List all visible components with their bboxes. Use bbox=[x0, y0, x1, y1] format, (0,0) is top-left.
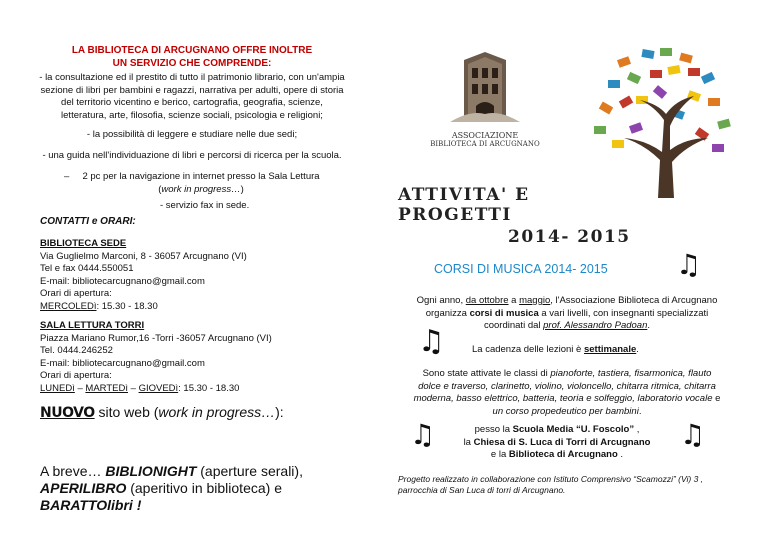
services-line: letteratura, arte, filosofia, scienze sociali, psicologia e religioni; bbox=[61, 109, 323, 121]
torri-hours: LUNEDì – MARTEDì – GIOVEDì: 15.30 - 18.30 bbox=[40, 382, 240, 394]
torri-day-3: GIOVEDì bbox=[138, 382, 179, 394]
logo-caption bbox=[430, 131, 540, 149]
book-tree-icon bbox=[584, 40, 744, 200]
locations-paragraph: pesso la Scuola Media “U. Foscolo” , la Chiesa di S. Luca di Torri di Arcugnano e la Biblioteca di Arcugnano . bbox=[463, 424, 651, 460]
torri-address: Piazza Mariano Rumor,16 -Torri -36057 Arcugnano (VI) bbox=[40, 332, 272, 344]
cadence-text: La cadenza delle lezioni è settimanale. bbox=[472, 344, 639, 355]
biblionight: BIBLIONIGHT bbox=[105, 463, 197, 479]
footer-line-2: parrocchia di San Luca di torri di Arcugnano. bbox=[398, 485, 566, 495]
title-line-1: ATTIVITA' E bbox=[398, 185, 530, 205]
torri-phone: Tel. 0444.246252 bbox=[40, 345, 113, 356]
sede-email: E-mail: bibliotecarcugnano@gmail.com bbox=[40, 275, 205, 287]
classes-paragraph: Sono state attivate le classi di pianoforte, tastiera, fisarmonica, flauto dolce e traverso, clarinetto, violino, violoncello, chitarra ritmica, chitarra moderna, basso elettrico, batteria, teoria e solfeggio, laboratorio vocale e un corso propedeutico per bambini. bbox=[413, 368, 721, 417]
torri-day-1: LUNEDì bbox=[40, 382, 75, 394]
music-note-icon: ♫ bbox=[680, 418, 706, 451]
nuovo-label: NUOVO bbox=[40, 405, 95, 421]
association-logo bbox=[430, 50, 540, 150]
website-wip: work in progress… bbox=[158, 404, 276, 420]
torri-day-2: MARTEDì bbox=[85, 382, 128, 394]
activities-title bbox=[398, 185, 530, 225]
torri-time: : 15.30 - 18.30 bbox=[178, 382, 240, 394]
sede-hours-label: Orari di apertura: bbox=[40, 288, 112, 299]
sede-time: : 15.30 - 18.30 bbox=[96, 300, 158, 312]
tower-icon bbox=[430, 50, 540, 124]
fax-text: - servizio fax in sede. bbox=[160, 200, 250, 211]
sede-title: BIBLIOTECA SEDE bbox=[40, 238, 127, 249]
pc-wip: work in progress… bbox=[161, 183, 241, 195]
sede-day: MERCOLEDì bbox=[40, 300, 97, 312]
music-note-icon: ♫ bbox=[418, 324, 445, 359]
coming-soon: A breve… BIBLIONIGHT (aperture serali), APERILIBRO (aperitivo in biblioteca) e BARATTOlibri ! bbox=[40, 463, 303, 513]
pc-text: 2 pc per la navigazione in internet presso la Sala Lettura (work in progress…) bbox=[76, 171, 326, 196]
services-paragraph bbox=[20, 72, 364, 122]
torri-hours-label: Orari di apertura: bbox=[40, 370, 112, 381]
sede-address: Via Guglielmo Marconi, 8 - 36057 Arcugnano (VI) bbox=[40, 250, 247, 262]
heading-line-2: UN SERVIZIO CHE COMPRENDE: bbox=[112, 58, 272, 69]
music-courses-title: CORSI DI MUSICA 2014- 2015 bbox=[434, 262, 608, 276]
logo-line-1: ASSOCIAZIONE bbox=[451, 131, 519, 140]
collaboration-footer bbox=[398, 474, 748, 496]
sede-phone: Tel e fax 0444.550051 bbox=[40, 263, 134, 274]
sede-block bbox=[40, 238, 370, 313]
book-tree-illustration bbox=[584, 40, 744, 200]
pc-dash: – bbox=[64, 171, 70, 182]
pc-line-1: 2 pc per la navigazione in internet presso la Sala Lettura bbox=[82, 171, 320, 182]
music-note-icon: ♫ bbox=[410, 418, 436, 451]
barattolibri: BARATTOlibri ! bbox=[40, 497, 142, 513]
aperilibro: APERILIBRO bbox=[40, 480, 127, 496]
music-note-icon: ♫ bbox=[676, 248, 702, 281]
title-line-2: PROGETTI bbox=[398, 205, 512, 225]
torri-block bbox=[40, 320, 370, 395]
guide-text: - una guida nell'individuazione di libri e percorsi di ricerca per la scuola. bbox=[42, 150, 342, 161]
services-line: del territorio vicentino e berico, cartografia, geografia, scienze, bbox=[61, 97, 323, 108]
website-line: NUOVO sito web (work in progress…): bbox=[40, 404, 284, 421]
torri-email: E-mail: bibliotecarcugnano@gmail.com bbox=[40, 357, 205, 369]
library-services-heading bbox=[0, 44, 384, 70]
contacts-title: CONTATTI e ORARI: bbox=[40, 216, 136, 227]
year-title: 2014- 2015 bbox=[508, 227, 631, 247]
sede-hours bbox=[40, 301, 370, 314]
study-text: - la possibilità di leggere e studiare nelle due sedi; bbox=[86, 129, 298, 140]
services-line: sezione di libri per bambini e ragazzi, narrativa per adulti, opere di storia bbox=[40, 84, 344, 96]
logo-line-2: BIBLIOTECA DI ARCUGNANO bbox=[430, 140, 540, 148]
footer-line-1: Progetto realizzato in collaborazione con Istituto Comprensivo “Scamozzi” (Vi) 3 , bbox=[398, 474, 704, 484]
intro-paragraph: Ogni anno, da ottobre a maggio, l'Associazione Biblioteca di Arcugnano organizza corsi di musica a vari livelli, con insegnanti specializzati coordinati dal prof. Alessandro Padoan. bbox=[416, 295, 718, 331]
services-line: - la consultazione ed il prestito di tutto il patrimonio librario, con un'ampia bbox=[39, 72, 345, 83]
torri-title: SALA LETTURA TORRI bbox=[40, 320, 145, 331]
heading-line-1: LA BIBLIOTECA DI ARCUGNANO OFFRE INOLTRE bbox=[71, 45, 313, 56]
